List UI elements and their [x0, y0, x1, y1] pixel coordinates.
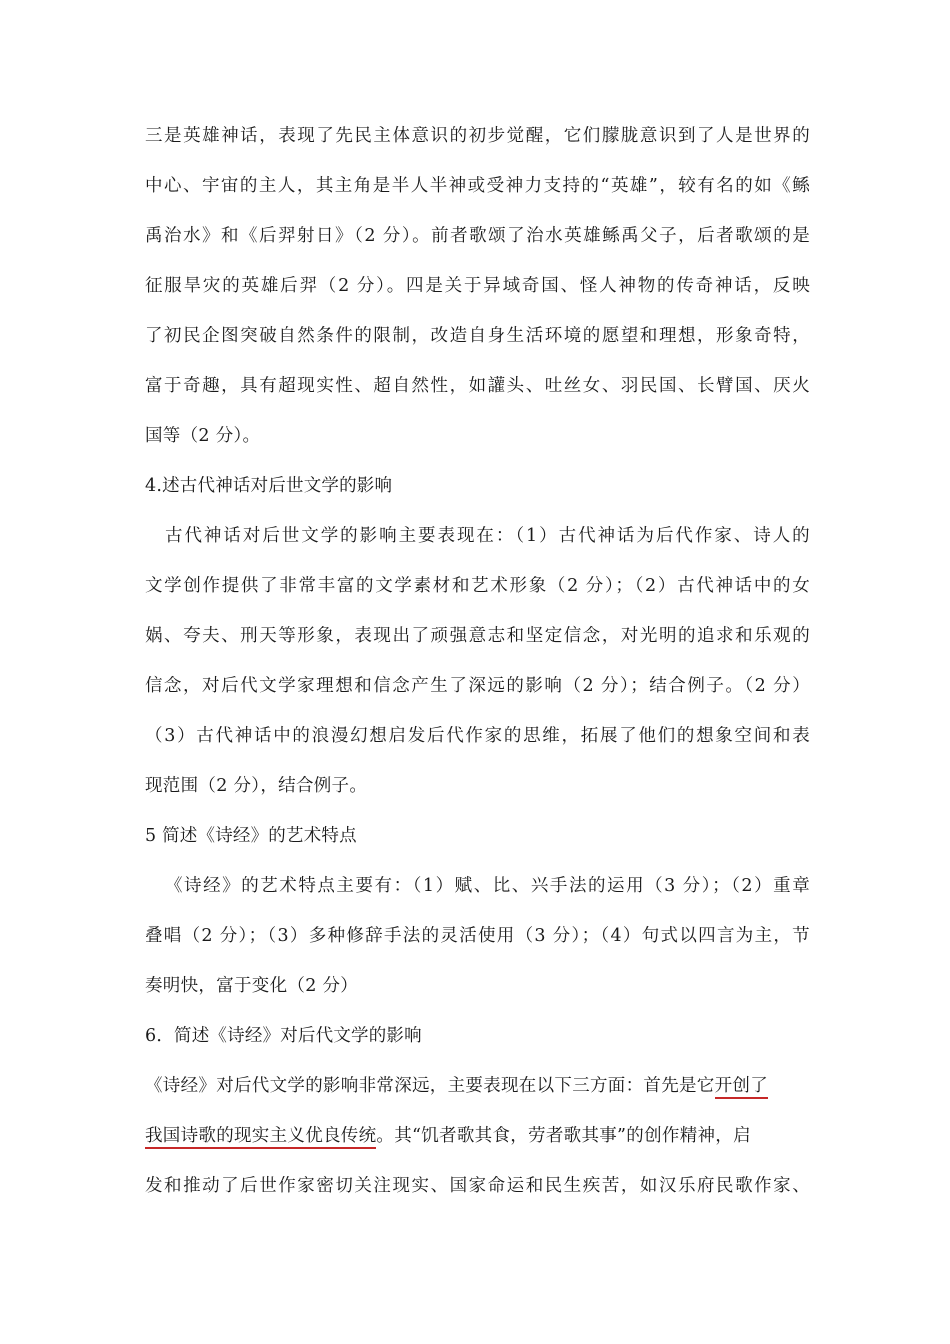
- question-4-heading: 4.述古代神话对后世文学的影响: [145, 476, 393, 496]
- paragraph-line: 富于奇趣，具有超现实性、超自然性，如讙头、吐丝女、羽民国、长臂国、厌火: [145, 376, 810, 396]
- answer-4-line: （3）古代神话中的浪漫幻想启发后代作家的思维，拓展了他们的想象空间和表: [145, 726, 810, 746]
- underlined-text: 开创了: [714, 1076, 769, 1096]
- answer-4-line: 娲、夸夫、刑天等形象，表现出了顽强意志和坚定信念，对光明的追求和乐观的: [145, 626, 810, 646]
- answer-4-line: 信念，对后代文学家理想和信念产生了深远的影响（2 分）；结合例子。（2 分）: [145, 676, 810, 696]
- question-5-heading: 5 简述《诗经》的艺术特点: [145, 826, 357, 846]
- answer-6-text: 《诗经》对后代文学的影响非常深远，主要表现在以下三方面：首先是它: [145, 1076, 715, 1096]
- answer-6-text: 。其“饥者歌其食，劳者歌其事”的创作精神，启: [376, 1126, 751, 1146]
- underlined-text: 我国诗歌的现实主义优良传统: [145, 1126, 377, 1146]
- answer-6-line: [145, 1074, 810, 1102]
- answer-5-line: 《诗经》的艺术特点主要有：（1）赋、比、兴手法的运用（3 分）；（2）重章: [165, 876, 810, 896]
- paragraph-line: 国等（2 分）。: [145, 426, 261, 446]
- answer-4-line: 现范围（2 分），结合例子。: [145, 776, 368, 796]
- answer-6-line: 发和推动了后世作家密切关注现实、国家命运和民生疾苦，如汉乐府民歌作家、: [145, 1176, 810, 1196]
- answer-5-line: 奏明快，富于变化（2 分）: [145, 976, 359, 996]
- paragraph-line: 中心、宇宙的主人，其主角是半人半神或受神力支持的“英雄”，较有名的如《鲧: [145, 176, 810, 196]
- paragraph-line: 了初民企图突破自然条件的限制，改造自身生活环境的愿望和理想，形象奇特，: [145, 326, 810, 346]
- answer-6-line: [145, 1124, 810, 1152]
- question-6-heading: 6．简述《诗经》对后代文学的影响: [145, 1026, 422, 1046]
- paragraph-line: 禹治水》和《后羿射日》（2 分）。前者歌颂了治水英雄鲧禹父子，后者歌颂的是: [145, 226, 810, 246]
- answer-4-line: 文学创作提供了非常丰富的文学素材和艺术形象（2 分）；（2）古代神话中的女: [145, 576, 810, 596]
- paragraph-line: 征服旱灾的英雄后羿（2 分）。四是关于异域奇国、怪人神物的传奇神话，反映: [145, 276, 810, 296]
- answer-4-line: 古代神话对后世文学的影响主要表现在：（1）古代神话为后代作家、诗人的: [165, 526, 810, 546]
- paragraph-line: 三是英雄神话，表现了先民主体意识的初步觉醒，它们朦胧意识到了人是世界的: [145, 126, 810, 146]
- answer-5-line: 叠唱（2 分）；（3）多种修辞手法的灵活使用（3 分）；（4）句式以四言为主，节: [145, 926, 810, 946]
